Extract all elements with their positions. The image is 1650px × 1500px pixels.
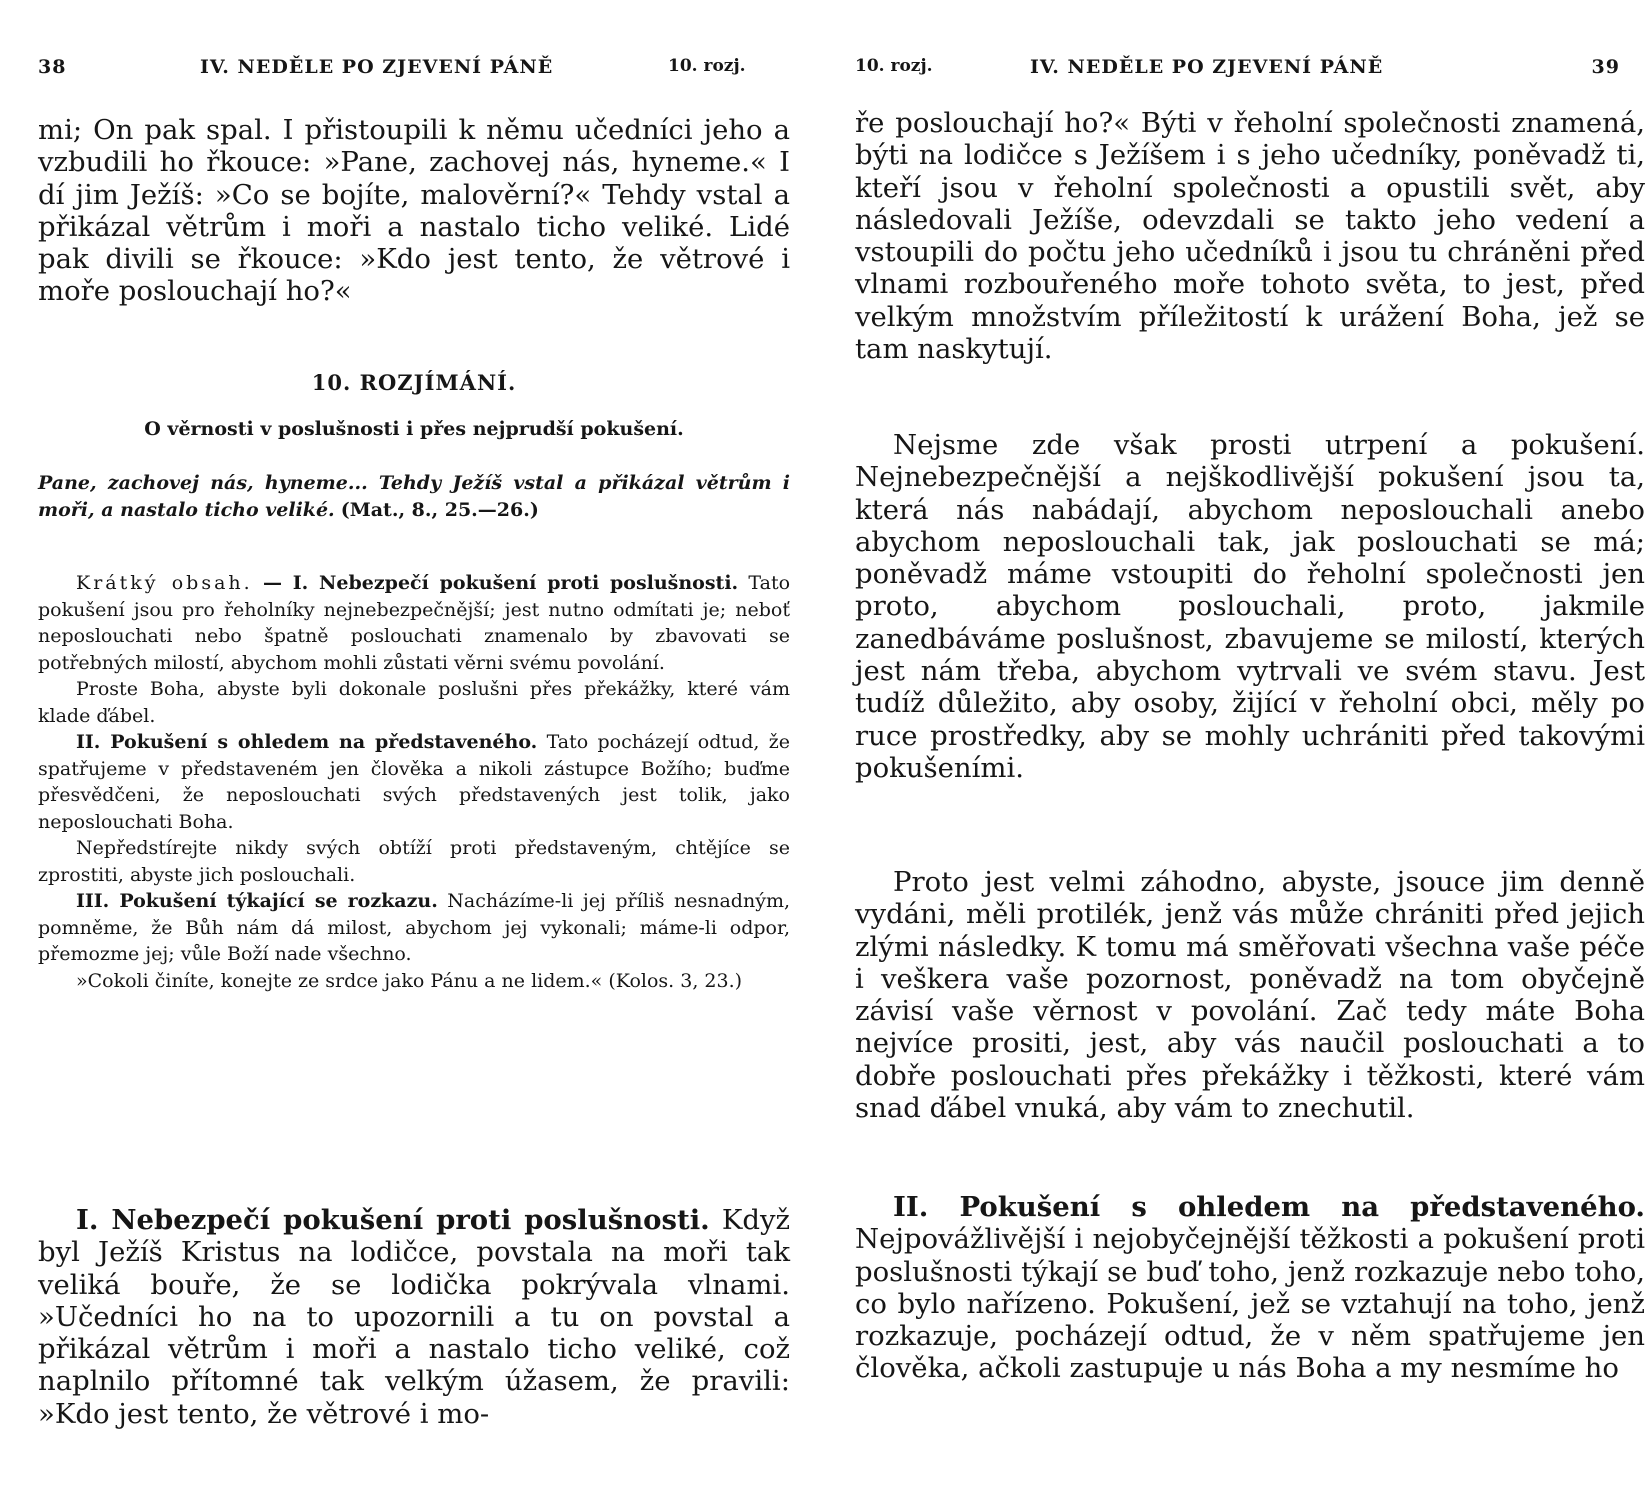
body-paragraph: ře poslouchají ho?« Býti v řeholní společnosti znamená, býti na lodičce s Ježíšem i s jeho učedníky, poněvadž ti, kteří jsou v řeholní společnosti a opustili svět, aby následovali Ježíše, odevzdali se takto jeho vedení a vstoupili do počtu jeho učedníků i jsou tu chráněni před vlnami rozbouřeného moře tohoto světa, to jest, před velkým množstvím příležitostí k urážení Boha, jež se tam naskytují. — [855, 107, 1645, 366]
summary-paragraph — [38, 729, 790, 835]
scripture-quote-block — [38, 470, 790, 523]
summary-paragraph: »Cokoli činíte, konejte ze srdce jako Pánu a ne lidem.« (Kolos. 3, 23.) — [76, 969, 743, 992]
right-section-label: 10. rozj. — [855, 56, 933, 76]
summary-paragraph — [38, 570, 790, 676]
summary-point-heading: — I. Nebezpečí pokušení proti poslušnosti. — [262, 572, 739, 594]
left-section-label: 10. rozj. — [668, 56, 746, 76]
scripture-quote: Pane, zachovej nás, hyneme... Tehdy Ježíš vstal a přikázal větrům i moři, a nastalo ticho veliké. — [38, 472, 790, 521]
left-running-title: IV. NEDĚLE PO ZJEVENÍ PÁNĚ — [200, 56, 554, 78]
summary-point-text: Nacházíme-li jej příliš nesnadným, pomněme, že Bůh nám dá milost, abychom jej vykonali; máme-li odpor, přemozme jej; vůle Boží nade všechno. — [38, 890, 790, 965]
summary-paragraph: Proste Boha, abyste byli dokonale poslušni přes překážky, které vám klade ďábel. — [38, 678, 790, 727]
right-page-number: 39 — [1591, 56, 1620, 78]
summary-block — [38, 570, 790, 994]
summary-paragraph — [38, 888, 790, 968]
section-one-heading: I. Nebezpečí pokušení proti poslušnosti. — [76, 1204, 710, 1236]
meditation-subheading: O věrnosti v poslušnosti i přes nejprudší pokušení. — [144, 418, 684, 440]
summary-paragraph: Nepředstírejte nikdy svých obtíží proti představeným, chtějíce se zprostiti, abyste jich poslouchali. — [38, 837, 790, 886]
right-page — [825, 0, 1650, 1500]
body-paragraph: Proto jest velmi záhodno, abyste, jsouce jim denně vydáni, měli protilék, jenž vás může chrániti před jejich zlými následky. K tomu má směřovati všechna vaše péče i veškera vaše pozornost, poněvadž na tom obyčejně závisí vaše věrnost v povolání. Zač tedy máte Boha nejvíce prositi, jest, aby vás naučil poslouchati a to dobře poslouchati přes překážky i těžkosti, které vám snad ďábel vnuká, aby vám to znechutil. — [855, 866, 1645, 1125]
section-two-paragraph — [855, 1191, 1645, 1385]
scripture-reference: (Mat., 8., 25.—26.) — [340, 498, 539, 521]
left-page-number: 38 — [38, 56, 67, 78]
summary-point-text: Tato pokušení jsou pro řeholníky nejnebezpečnější; jest nutno odmítati je; neboť neposlouchati nebo špatně poslouchati znamenalo by zbavovati se potřebných milostí, abychom mohli zůstati věrni svému povolání. — [38, 572, 791, 674]
section-one-text: Když byl Ježíš Kristus na lodičce, povstala na moři tak veliká bouře, že se lodička pokrývala vlnami. »Učedníci ho na to upozornili a tu on povstal a přikázal větrům i moři a nastalo ticho veliké, což naplnilo přítomné tak velkým úžasem, že pravili: »Kdo jest tento, že větrové i mo- — [38, 1204, 790, 1430]
body-paragraph: Nejsme zde však prosti utrpení a pokušení. Nejnebezpečnější a nejškodlivější pokušení jsou ta, která nás nabádají, abychom neposlouchali anebo abychom neposlouchali tak, jak poslouchati se má; poněvadž máme vstoupiti do řeholní společnosti jen proto, abychom poslouchali, proto, jakmile zanedbáváme poslušnost, zbavujeme se milostí, kterých jest nám třeba, abychom vytrvali ve svém stavu. Jest tudíž důležito, aby osoby, žijící v řeholní obci, měly po ruce prostředky, aby se mohly uchrániti před takovými pokušeními. — [855, 429, 1645, 784]
section-two-heading: II. Pokušení s ohledem na představeného. — [893, 1191, 1645, 1223]
section-two-text: Nejpovážlivější i nejobyčejnější těžkosti a pokušení proti poslušnosti týkají se buď toho, jenž rozkazuje nebo toho, co bylo nařízeno. Pokušení, jež se vztahují na toho, jenž rozkazuje, pocházejí odtud, že v něm spatřujeme jen člověka, ačkoli zastupuje u nás Boha a my nesmíme ho — [855, 1223, 1645, 1385]
summary-point-heading: II. Pokušení s ohledem na představeného. — [76, 731, 538, 753]
summary-point-heading: III. Pokušení týkající se rozkazu. — [76, 890, 438, 912]
summary-label: Krátký obsah. — [76, 572, 253, 594]
summary-point-text: Tato pocházejí odtud, že spatřujeme v představeném jen člověka a nikoli zástupce Božího; buďme přesvědčeni, že neposlouchati svých představených jest tolik, jako neposlouchati Boha. — [38, 731, 790, 833]
right-running-title: IV. NEDĚLE PO ZJEVENÍ PÁNĚ — [1030, 56, 1384, 78]
gospel-intro-text: mi; On pak spal. I přistoupili k němu učedníci jeho a vzbudili ho řkouce: »Pane, zachovej nás, hyneme.« I dí jim Ježíš: »Co se bojíte, malověrní?« Tehdy vstal a přikázal větrům i moři a nastalo ticho veliké. Lidé pak divili se řkouce: »Kdo jest tento, že větrové i moře poslouchají ho?« — [38, 114, 790, 308]
section-one-paragraph — [38, 1204, 790, 1430]
meditation-heading: 10. ROZJÍMÁNÍ. — [311, 370, 517, 395]
